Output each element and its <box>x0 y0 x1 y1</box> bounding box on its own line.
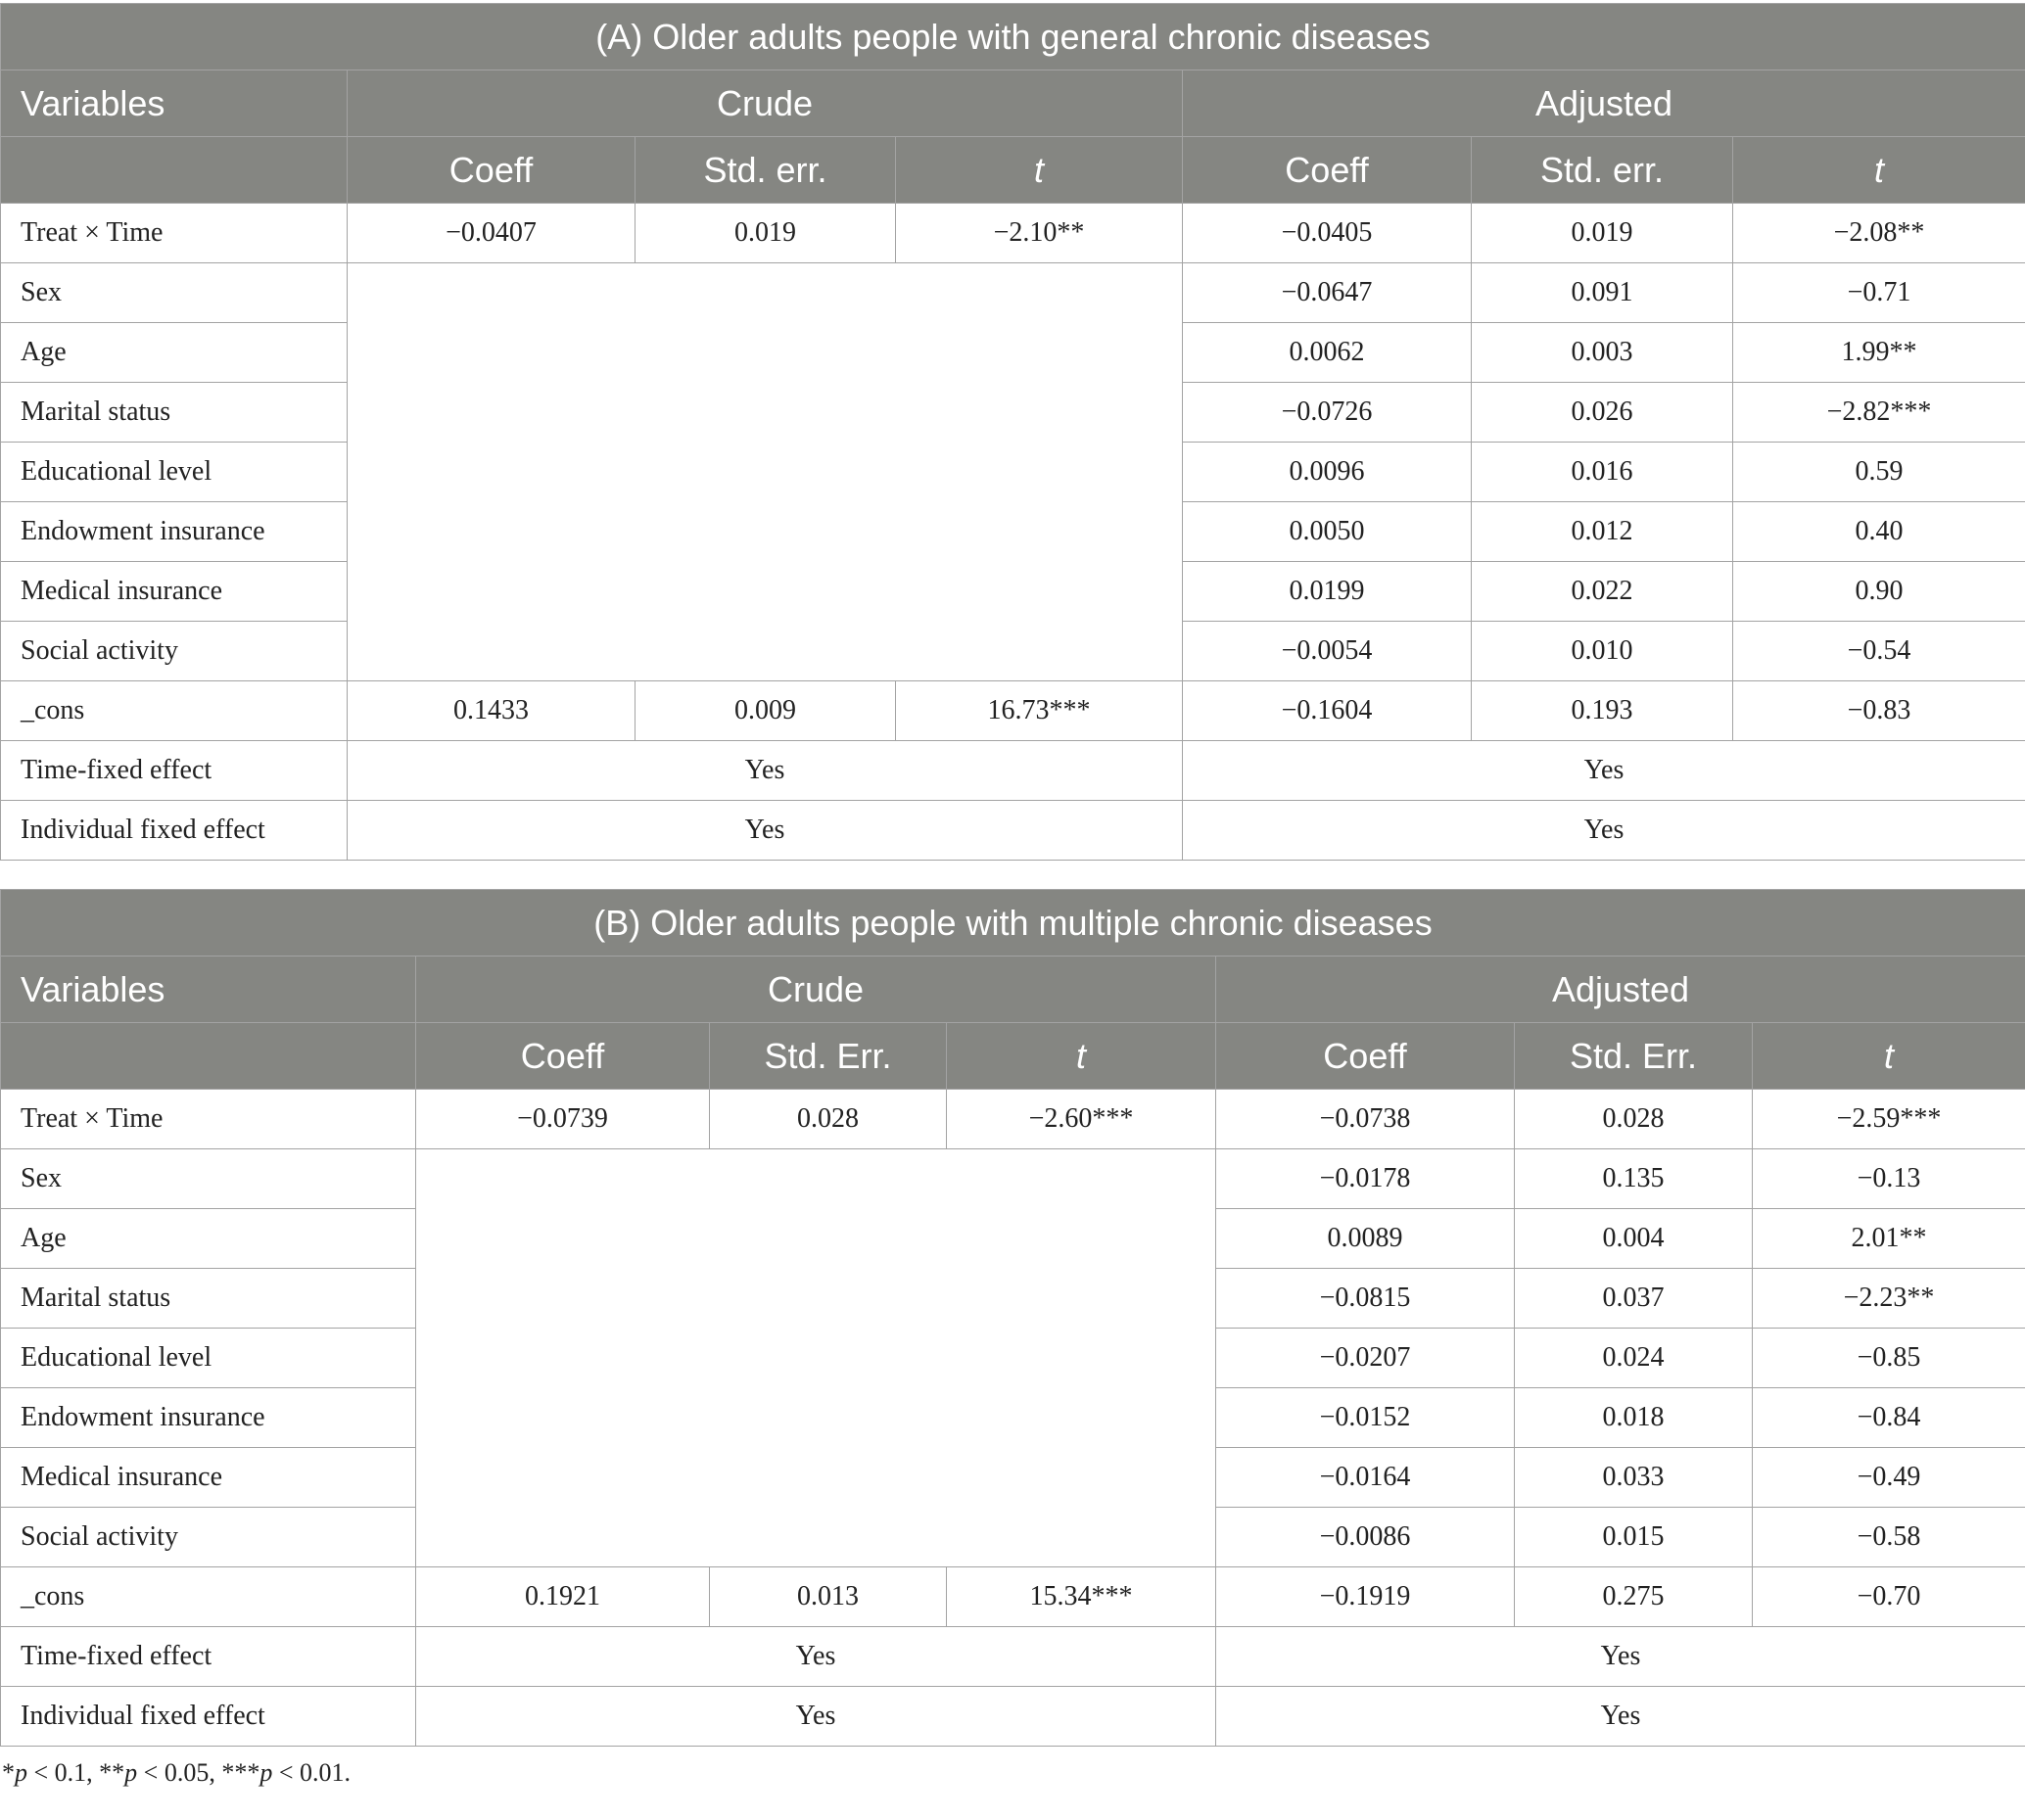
variable-name: Sex <box>1 263 348 323</box>
variable-name: Social activity <box>1 1508 416 1567</box>
adjusted-coeff: −0.1919 <box>1216 1567 1515 1627</box>
crude-t: 15.34*** <box>947 1567 1216 1627</box>
table-a <box>0 3 2025 861</box>
adjusted-coeff: 0.0050 <box>1183 502 1472 562</box>
adjusted-header: Adjusted <box>1216 957 2025 1023</box>
variable-name: Age <box>1 323 348 383</box>
adjusted-t-header: t <box>1753 1023 2025 1090</box>
time-fixed-crude: Yes <box>348 741 1183 801</box>
crude-blank-cell <box>416 1149 1216 1567</box>
adjusted-stderr: 0.003 <box>1472 323 1733 383</box>
adjusted-stderr: 0.135 <box>1515 1149 1753 1209</box>
adjusted-stderr: 0.026 <box>1472 383 1733 443</box>
adjusted-stderr-header: Std. Err. <box>1515 1023 1753 1090</box>
variable-name: Medical insurance <box>1 562 348 622</box>
adjusted-t: −0.71 <box>1733 263 2025 323</box>
empty-header-cell <box>1 137 348 204</box>
adjusted-t-header: t <box>1733 137 2025 204</box>
adjusted-t: 0.59 <box>1733 443 2025 502</box>
adjusted-t: −2.59*** <box>1753 1090 2025 1149</box>
crude-header: Crude <box>416 957 1216 1023</box>
adjusted-stderr: 0.033 <box>1515 1448 1753 1508</box>
time-fixed-crude: Yes <box>416 1627 1216 1687</box>
adjusted-stderr: 0.028 <box>1515 1090 1753 1149</box>
table-row <box>1 1567 2025 1627</box>
adjusted-t: −2.23** <box>1753 1269 2025 1329</box>
variables-header: Variables <box>1 70 348 137</box>
table-row <box>1 1149 2025 1209</box>
individual-fixed-adjusted: Yes <box>1183 801 2025 861</box>
table-row <box>1 263 2025 323</box>
table-row <box>1 681 2025 741</box>
crude-coeff: −0.0739 <box>416 1090 710 1149</box>
adjusted-coeff: −0.0086 <box>1216 1508 1515 1567</box>
table-row <box>1 1687 2025 1747</box>
crude-stderr-header: Std. Err. <box>710 1023 947 1090</box>
adjusted-coeff: −0.0815 <box>1216 1269 1515 1329</box>
individual-fixed-crude: Yes <box>348 801 1183 861</box>
crude-coeff: 0.1433 <box>348 681 636 741</box>
variable-name: Sex <box>1 1149 416 1209</box>
time-fixed-adjusted: Yes <box>1183 741 2025 801</box>
individual-fixed-adjusted: Yes <box>1216 1687 2025 1747</box>
adjusted-coeff: −0.0054 <box>1183 622 1472 681</box>
variable-name: Endowment insurance <box>1 502 348 562</box>
crude-stderr: 0.028 <box>710 1090 947 1149</box>
adjusted-coeff: −0.0152 <box>1216 1388 1515 1448</box>
adjusted-stderr: 0.019 <box>1472 204 1733 263</box>
variable-name: Social activity <box>1 622 348 681</box>
time-fixed-label: Time-fixed effect <box>1 1627 416 1687</box>
adjusted-coeff: −0.0178 <box>1216 1149 1515 1209</box>
empty-header-cell <box>1 1023 416 1090</box>
table-row <box>1 801 2025 861</box>
crude-stderr-header: Std. err. <box>636 137 896 204</box>
individual-fixed-label: Individual fixed effect <box>1 1687 416 1747</box>
adjusted-stderr: 0.012 <box>1472 502 1733 562</box>
adjusted-coeff: 0.0199 <box>1183 562 1472 622</box>
crude-t: 16.73*** <box>896 681 1183 741</box>
table-row <box>1 204 2025 263</box>
adjusted-coeff: −0.0207 <box>1216 1329 1515 1388</box>
adjusted-t: −2.08** <box>1733 204 2025 263</box>
adjusted-t: −0.83 <box>1733 681 2025 741</box>
adjusted-coeff: −0.0726 <box>1183 383 1472 443</box>
adjusted-coeff: −0.0647 <box>1183 263 1472 323</box>
adjusted-t: −0.13 <box>1753 1149 2025 1209</box>
adjusted-t: 2.01** <box>1753 1209 2025 1269</box>
adjusted-t: 1.99** <box>1733 323 2025 383</box>
table-row <box>1 741 2025 801</box>
variable-name: Marital status <box>1 383 348 443</box>
crude-t: −2.60*** <box>947 1090 1216 1149</box>
adjusted-coeff: 0.0062 <box>1183 323 1472 383</box>
time-fixed-label: Time-fixed effect <box>1 741 348 801</box>
adjusted-stderr: 0.275 <box>1515 1567 1753 1627</box>
table-b <box>0 889 2025 1747</box>
adjusted-stderr: 0.193 <box>1472 681 1733 741</box>
crude-coeff-header: Coeff <box>348 137 636 204</box>
adjusted-stderr: 0.015 <box>1515 1508 1753 1567</box>
crude-stderr: 0.019 <box>636 204 896 263</box>
time-fixed-adjusted: Yes <box>1216 1627 2025 1687</box>
variable-name: Age <box>1 1209 416 1269</box>
variable-name: Educational level <box>1 443 348 502</box>
variable-name: Educational level <box>1 1329 416 1388</box>
table-row <box>1 1090 2025 1149</box>
variables-header: Variables <box>1 957 416 1023</box>
variable-name: _cons <box>1 681 348 741</box>
variable-name: Medical insurance <box>1 1448 416 1508</box>
adjusted-stderr: 0.022 <box>1472 562 1733 622</box>
adjusted-t: 0.90 <box>1733 562 2025 622</box>
table-title: (B) Older adults people with multiple chronic diseases <box>1 890 2025 957</box>
adjusted-coeff: 0.0089 <box>1216 1209 1515 1269</box>
individual-fixed-label: Individual fixed effect <box>1 801 348 861</box>
adjusted-t: −0.85 <box>1753 1329 2025 1388</box>
variable-name: Treat × Time <box>1 1090 416 1149</box>
adjusted-stderr-header: Std. err. <box>1472 137 1733 204</box>
variable-name: _cons <box>1 1567 416 1627</box>
adjusted-coeff: −0.0164 <box>1216 1448 1515 1508</box>
crude-coeff: 0.1921 <box>416 1567 710 1627</box>
crude-t: −2.10** <box>896 204 1183 263</box>
adjusted-coeff: 0.0096 <box>1183 443 1472 502</box>
variable-name: Treat × Time <box>1 204 348 263</box>
adjusted-t: −0.84 <box>1753 1388 2025 1448</box>
adjusted-t: 0.40 <box>1733 502 2025 562</box>
adjusted-stderr: 0.024 <box>1515 1329 1753 1388</box>
crude-blank-cell <box>348 263 1183 681</box>
table-title: (A) Older adults people with general chronic diseases <box>1 4 2025 70</box>
table-row <box>1 1627 2025 1687</box>
page <box>0 3 2025 1788</box>
crude-t-header: t <box>896 137 1183 204</box>
adjusted-stderr: 0.016 <box>1472 443 1733 502</box>
adjusted-stderr: 0.037 <box>1515 1269 1753 1329</box>
adjusted-coeff-header: Coeff <box>1183 137 1472 204</box>
adjusted-coeff: −0.0405 <box>1183 204 1472 263</box>
variable-name: Marital status <box>1 1269 416 1329</box>
adjusted-coeff: −0.0738 <box>1216 1090 1515 1149</box>
adjusted-stderr: 0.091 <box>1472 263 1733 323</box>
adjusted-header: Adjusted <box>1183 70 2025 137</box>
crude-t-header: t <box>947 1023 1216 1090</box>
adjusted-coeff-header: Coeff <box>1216 1023 1515 1090</box>
crude-coeff: −0.0407 <box>348 204 636 263</box>
adjusted-t: −2.82*** <box>1733 383 2025 443</box>
individual-fixed-crude: Yes <box>416 1687 1216 1747</box>
adjusted-t: −0.54 <box>1733 622 2025 681</box>
adjusted-t: −0.49 <box>1753 1448 2025 1508</box>
crude-stderr: 0.009 <box>636 681 896 741</box>
crude-header: Crude <box>348 70 1183 137</box>
crude-stderr: 0.013 <box>710 1567 947 1627</box>
adjusted-coeff: −0.1604 <box>1183 681 1472 741</box>
adjusted-t: −0.70 <box>1753 1567 2025 1627</box>
adjusted-stderr: 0.004 <box>1515 1209 1753 1269</box>
variable-name: Endowment insurance <box>1 1388 416 1448</box>
crude-coeff-header: Coeff <box>416 1023 710 1090</box>
adjusted-stderr: 0.018 <box>1515 1388 1753 1448</box>
significance-footnote: *p < 0.1, **p < 0.05, ***p < 0.01. <box>2 1758 352 1787</box>
adjusted-stderr: 0.010 <box>1472 622 1733 681</box>
adjusted-t: −0.58 <box>1753 1508 2025 1567</box>
